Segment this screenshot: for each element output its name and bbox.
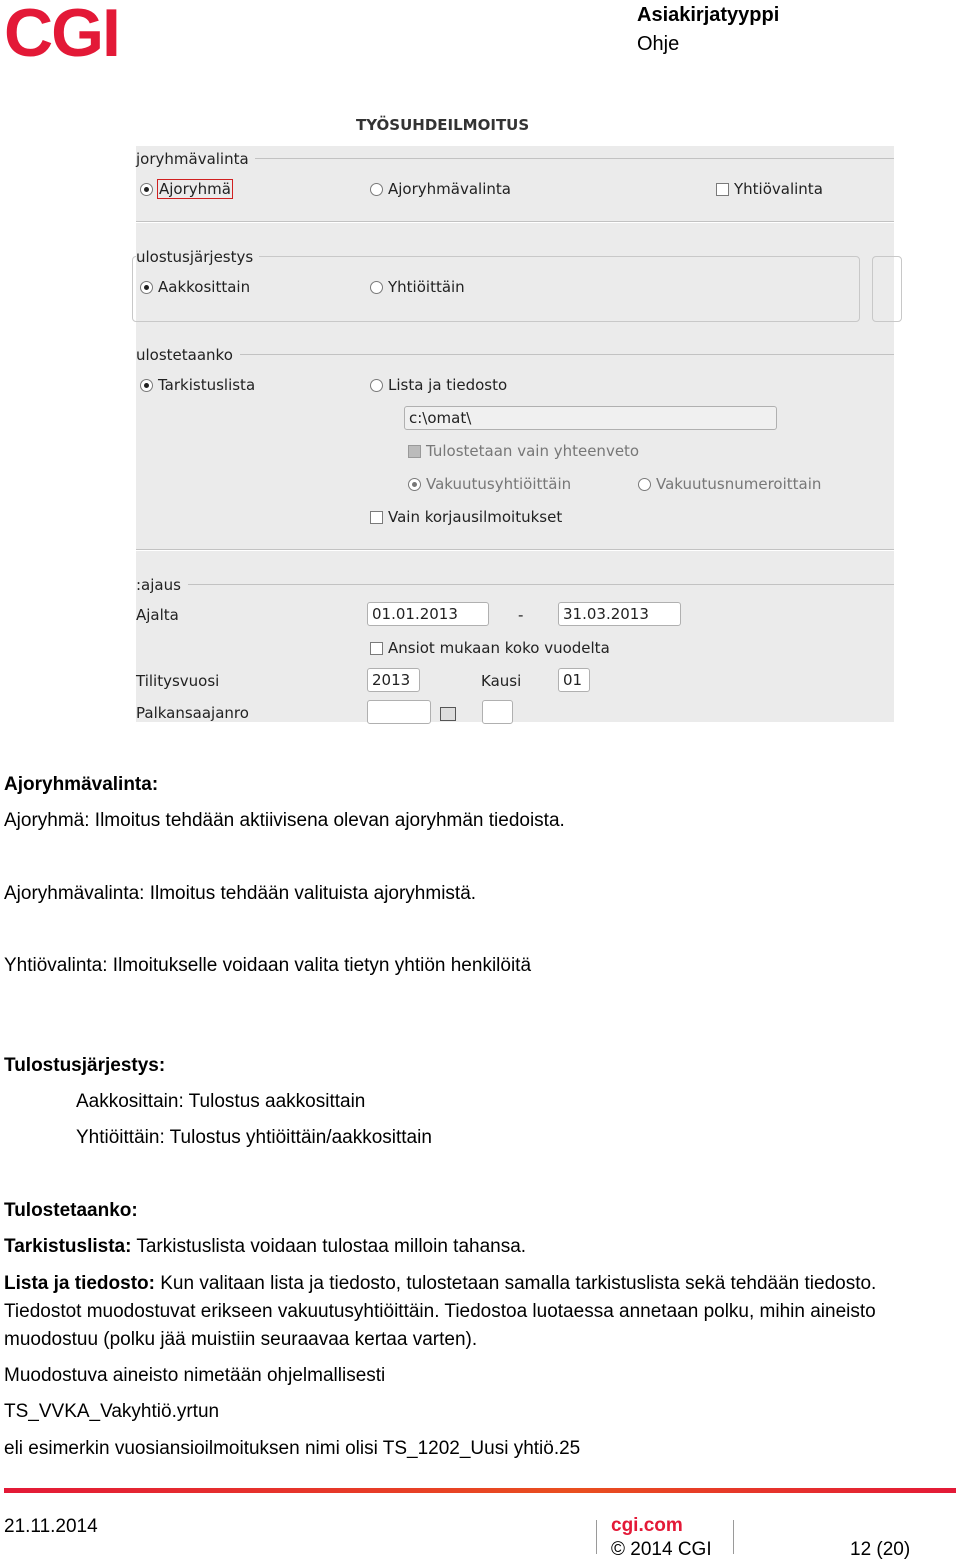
- checkbox[interactable]: [370, 642, 383, 655]
- checkbox[interactable]: [408, 445, 421, 458]
- date-separator: -: [518, 606, 524, 624]
- radio-ajoryhmavalinta[interactable]: Ajoryhmävalinta: [370, 180, 511, 198]
- employee-number-label: Palkansaajanro: [136, 704, 249, 722]
- footer-date: 21.11.2014: [4, 1516, 98, 1537]
- employee-number-input-2[interactable]: [482, 700, 513, 724]
- paragraph: Yhtiöittäin: Tulostus yhtiöittäin/aakkosittain: [76, 1127, 432, 1148]
- footer-link[interactable]: cgi.com: [611, 1515, 683, 1536]
- radio-vakuutusnumeroittain[interactable]: Vakuutusnumeroittain: [638, 475, 821, 493]
- period-label: Ajalta: [136, 606, 179, 624]
- checkbox-summary-only[interactable]: Tulostetaan vain yhteenveto: [408, 442, 639, 460]
- radio-button[interactable]: [370, 183, 383, 196]
- radio-button[interactable]: [370, 281, 383, 294]
- kausi-label: Kausi: [481, 672, 522, 690]
- group-label-print-order: ulostusjärjestys: [136, 248, 259, 266]
- paragraph-checklist: Tarkistuslista: Tarkistuslista voidaan tulostaa milloin tahansa.: [4, 1236, 527, 1257]
- path-input[interactable]: c:\omat\: [404, 406, 777, 430]
- group-label-period: :ajaus: [136, 576, 187, 594]
- year-input[interactable]: 2013: [367, 668, 420, 692]
- heading-run-group-selection: Ajoryhmävalinta:: [4, 774, 159, 795]
- page-number: 12 (20): [850, 1539, 911, 1560]
- radio-button[interactable]: [370, 379, 383, 392]
- radio-button[interactable]: [140, 379, 153, 392]
- heading-printing: Tulostetaanko:: [4, 1200, 138, 1221]
- checkbox[interactable]: [370, 511, 383, 524]
- paragraph-list-and-file: Lista ja tiedosto: Kun valitaan lista ja tiedosto, tulostetaan samalla tarkistuslista sekä tehdään tiedosto.: [4, 1273, 877, 1294]
- group-label-printing: ulostetaanko: [136, 346, 239, 364]
- employee-number-input[interactable]: [367, 700, 431, 724]
- radio-button[interactable]: [140, 281, 153, 294]
- checkbox-full-year[interactable]: Ansiot mukaan koko vuodelta: [370, 639, 610, 657]
- radio-button[interactable]: [408, 478, 421, 491]
- checkbox-yhtiovalinta[interactable]: Yhtiövalinta: [716, 180, 823, 198]
- radio-lista-ja-tiedosto[interactable]: Lista ja tiedosto: [370, 376, 507, 394]
- paragraph: Ajoryhmä: Ilmoitus tehdään aktiivisena olevan ajoryhmän tiedoista.: [4, 810, 565, 831]
- footer-divider: [4, 1488, 956, 1493]
- paragraph: muodostuu (polku jää muistiin seuraavaa kertaa varten).: [4, 1329, 478, 1350]
- kausi-input[interactable]: 01: [558, 668, 590, 692]
- footer-separator: [733, 1520, 734, 1554]
- date-from-input[interactable]: 01.01.2013: [367, 602, 489, 626]
- checkbox[interactable]: [716, 183, 729, 196]
- radio-aakkosittain[interactable]: Aakkosittain: [140, 278, 250, 296]
- year-label: Tilitysvuosi: [136, 672, 220, 690]
- radio-button[interactable]: [638, 478, 651, 491]
- radio-yhtioittain[interactable]: Yhtiöittäin: [370, 278, 465, 296]
- paragraph: Tiedostot muodostuvat erikseen vakuutusyhtiöittäin. Tiedostoa luotaessa annetaan polku, mihin aineisto: [4, 1301, 876, 1322]
- footer-copyright: © 2014 CGI: [611, 1539, 712, 1560]
- document-type: Asiakirjatyyppi: [637, 4, 780, 26]
- paragraph: Ajoryhmävalinta: Ilmoitus tehdään valituista ajoryhmistä.: [4, 883, 477, 904]
- footer-separator: [596, 1520, 597, 1554]
- radio-vakuutusyhtioittain[interactable]: Vakuutusyhtiöittäin: [408, 475, 571, 493]
- radio-button[interactable]: [140, 183, 153, 196]
- paragraph: TS_VVKA_Vakyhtiö.yrtun: [4, 1401, 220, 1422]
- radio-tarkistuslista[interactable]: Tarkistuslista: [140, 376, 255, 394]
- cgi-logo: CGI: [4, 0, 119, 71]
- checkbox-corrections-only[interactable]: Vain korjausilmoitukset: [370, 508, 562, 526]
- date-to-input[interactable]: 31.03.2013: [558, 602, 681, 626]
- document-subtitle: Ohje: [637, 33, 680, 55]
- calendar-icon[interactable]: [440, 707, 456, 721]
- form-title: TYÖSUHDEILMOITUS: [356, 116, 530, 134]
- paragraph: Aakkosittain: Tulostus aakkosittain: [76, 1091, 366, 1112]
- heading-print-order: Tulostusjärjestys:: [4, 1055, 166, 1076]
- form-screenshot: [136, 110, 894, 722]
- paragraph: eli esimerkin vuosiansioilmoituksen nimi olisi TS_1202_Uusi yhtiö.25: [4, 1438, 581, 1459]
- radio-ajoryhma[interactable]: Ajoryhmä: [140, 180, 232, 198]
- paragraph: Yhtiövalinta: Ilmoitukselle voidaan valita tietyn yhtiön henkilöitä: [4, 955, 532, 976]
- group-label-run-group: joryhmävalinta: [136, 150, 255, 168]
- paragraph: Muodostuva aineisto nimetään ohjelmallisesti: [4, 1365, 386, 1386]
